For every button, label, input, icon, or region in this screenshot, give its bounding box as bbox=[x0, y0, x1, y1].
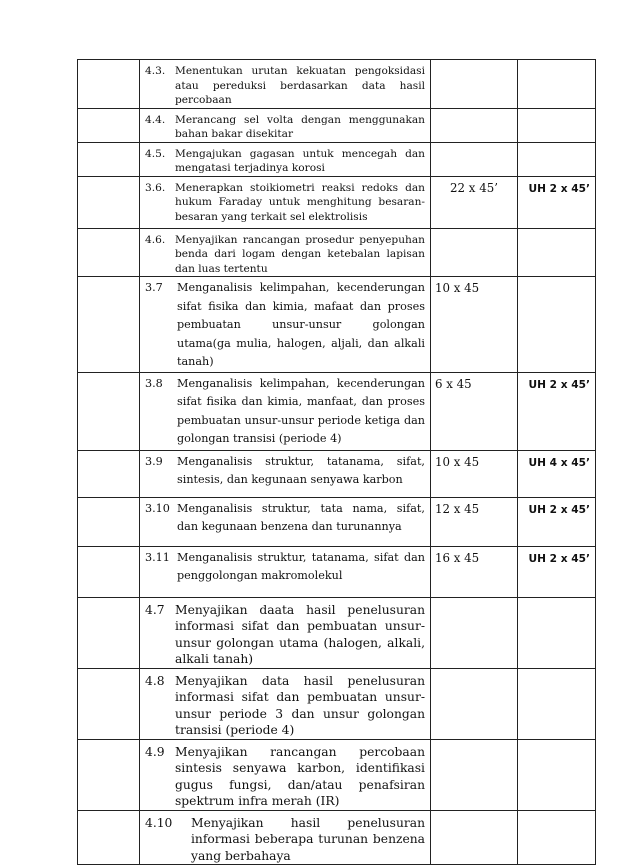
competency-number: 3.7 bbox=[145, 281, 163, 294]
competency-cell bbox=[140, 497, 431, 546]
time-allocation-cell bbox=[431, 739, 518, 810]
competency-number: 4.10 bbox=[145, 815, 173, 830]
cell-blank bbox=[78, 142, 140, 176]
assessment-cell bbox=[518, 228, 596, 277]
time-allocation-cell bbox=[431, 142, 518, 176]
table-row bbox=[78, 450, 596, 497]
competency-cell bbox=[140, 546, 431, 597]
cell-blank bbox=[78, 176, 140, 228]
assessment-cell bbox=[518, 668, 596, 739]
competency-text: Menyajikan daata hasil penelusuran informasi sifat dan pembuatan unsur-unsur golongan utama (halogen, alkali, alkali tanah) bbox=[175, 602, 425, 666]
time-allocation-cell bbox=[431, 497, 518, 546]
competency-number: 4.9 bbox=[145, 744, 165, 759]
competency-number: 3.10 bbox=[145, 501, 170, 515]
time-allocation-cell bbox=[431, 228, 518, 277]
cell-blank bbox=[78, 228, 140, 277]
table-row bbox=[78, 277, 596, 373]
time-allocation-cell bbox=[431, 60, 518, 109]
time-allocation: 16 x 45 bbox=[435, 550, 480, 565]
time-allocation: 12 x 45 bbox=[435, 501, 480, 516]
competency-text: Menerapkan stoikiometri reaksi redoks dan hukum Faraday untuk menghitung besaran-besaran yang terkait sel elektrolisis bbox=[175, 181, 425, 223]
assessment-cell bbox=[518, 176, 596, 228]
cell-blank bbox=[78, 372, 140, 450]
assessment-cell bbox=[518, 497, 596, 546]
competency-cell bbox=[140, 810, 431, 865]
table-row bbox=[78, 60, 596, 109]
assessment-cell bbox=[518, 60, 596, 109]
competency-cell bbox=[140, 142, 431, 176]
syllabus-table bbox=[77, 59, 596, 865]
competency-number: 3.6. bbox=[145, 181, 166, 194]
competency-cell bbox=[140, 108, 431, 142]
competency-number: 3.9 bbox=[145, 454, 163, 468]
competency-text: Menganalisis struktur, tatanama, sifat, sintesis, dan kegunaan senyawa karbon bbox=[177, 454, 425, 486]
time-allocation-cell bbox=[431, 810, 518, 865]
competency-cell bbox=[140, 597, 431, 668]
table-row bbox=[78, 546, 596, 597]
time-allocation: 22 x 45’ bbox=[450, 180, 498, 195]
assessment-cell bbox=[518, 142, 596, 176]
time-allocation-cell bbox=[431, 450, 518, 497]
assessment-label: UH 2 x 45’ bbox=[528, 378, 590, 391]
time-allocation: 10 x 45 bbox=[435, 281, 480, 295]
competency-text: Menganalisis kelimpahan, kecenderungan sifat fisika dan kimia, mafaat dan proses pembuatan unsur-unsur golongan utama(ga mulia, halogen, aljali, dan alkali tanah) bbox=[177, 281, 425, 368]
time-allocation-cell bbox=[431, 597, 518, 668]
table-row bbox=[78, 372, 596, 450]
competency-cell bbox=[140, 277, 431, 373]
assessment-cell bbox=[518, 277, 596, 373]
table-row bbox=[78, 108, 596, 142]
competency-text: Merancang sel volta dengan menggunakan bahan bakar disekitar bbox=[175, 113, 425, 140]
time-allocation-cell bbox=[431, 372, 518, 450]
competency-number: 4.3. bbox=[145, 65, 166, 77]
competency-text: Menyajikan rancangan prosedur penyepuhan benda dari logam dengan ketebalan lapisan dan luas tertentu bbox=[175, 233, 425, 275]
assessment-cell bbox=[518, 546, 596, 597]
competency-text: Menyajikan data hasil penelusuran informasi sifat dan pembuatan unsur-unsur periode 3 dan unsur golongan transisi (periode 4) bbox=[175, 673, 425, 737]
competency-cell bbox=[140, 668, 431, 739]
time-allocation-cell bbox=[431, 277, 518, 373]
assessment-label: UH 4 x 45’ bbox=[528, 456, 590, 469]
cell-blank bbox=[78, 810, 140, 865]
competency-number: 3.8 bbox=[145, 376, 163, 390]
competency-number: 4.4. bbox=[145, 113, 166, 126]
competency-text: Menganalisis struktur, tata nama, sifat, dan kegunaan benzena dan turunannya bbox=[177, 501, 425, 533]
time-allocation: 10 x 45 bbox=[435, 454, 480, 469]
competency-text: Menyajikan hasil penelusuran informasi beberapa turunan benzena yang berbahaya bbox=[191, 815, 425, 863]
competency-cell bbox=[140, 60, 431, 109]
table-row bbox=[78, 497, 596, 546]
assessment-label: UH 2 x 45’ bbox=[528, 182, 590, 195]
cell-blank bbox=[78, 108, 140, 142]
competency-number: 3.11 bbox=[145, 550, 170, 564]
table-row bbox=[78, 810, 596, 865]
assessment-cell bbox=[518, 810, 596, 865]
table-row bbox=[78, 142, 596, 176]
cell-blank bbox=[78, 497, 140, 546]
assessment-cell bbox=[518, 108, 596, 142]
competency-text: Menyajikan rancangan percobaan sintesis senyawa karbon, identifikasi gugus fungsi, dan/atau penafsiran spektrum infra merah (IR) bbox=[175, 744, 425, 808]
competency-text: Menganalisis struktur, tatanama, sifat dan penggolongan makromolekul bbox=[177, 550, 425, 582]
table-row bbox=[78, 176, 596, 228]
table-row bbox=[78, 228, 596, 277]
time-allocation-cell bbox=[431, 176, 518, 228]
time-allocation-cell bbox=[431, 108, 518, 142]
cell-blank bbox=[78, 277, 140, 373]
cell-blank bbox=[78, 60, 140, 109]
assessment-cell bbox=[518, 372, 596, 450]
competency-number: 4.5. bbox=[145, 147, 166, 160]
competency-text: Menentukan urutan kekuatan pengoksidasi atau pereduksi berdasarkan data hasil percobaan bbox=[175, 65, 425, 106]
competency-cell bbox=[140, 228, 431, 277]
cell-blank bbox=[78, 597, 140, 668]
competency-cell bbox=[140, 372, 431, 450]
competency-cell bbox=[140, 739, 431, 810]
time-allocation: 6 x 45 bbox=[435, 376, 472, 391]
time-allocation-cell bbox=[431, 546, 518, 597]
time-allocation-cell bbox=[431, 668, 518, 739]
assessment-cell bbox=[518, 739, 596, 810]
competency-text: Menganalisis kelimpahan, kecenderungan sifat fisika dan kimia, manfaat, dan proses pembuatan unsur-unsur periode ketiga dan golongan transisi (periode 4) bbox=[177, 376, 425, 445]
assessment-label: UH 2 x 45’ bbox=[528, 552, 590, 565]
cell-blank bbox=[78, 668, 140, 739]
table-row bbox=[78, 597, 596, 668]
assessment-cell bbox=[518, 597, 596, 668]
competency-number: 4.8 bbox=[145, 673, 165, 688]
cell-blank bbox=[78, 546, 140, 597]
competency-cell bbox=[140, 450, 431, 497]
assessment-cell bbox=[518, 450, 596, 497]
table-row bbox=[78, 739, 596, 810]
competency-number: 4.6. bbox=[145, 233, 166, 246]
competency-number: 4.7 bbox=[145, 602, 165, 617]
table-row bbox=[78, 668, 596, 739]
competency-text: Mengajukan gagasan untuk mencegah dan mengatasi terjadinya korosi bbox=[175, 147, 425, 174]
assessment-label: UH 2 x 45’ bbox=[528, 503, 590, 516]
cell-blank bbox=[78, 739, 140, 810]
competency-cell bbox=[140, 176, 431, 228]
cell-blank bbox=[78, 450, 140, 497]
